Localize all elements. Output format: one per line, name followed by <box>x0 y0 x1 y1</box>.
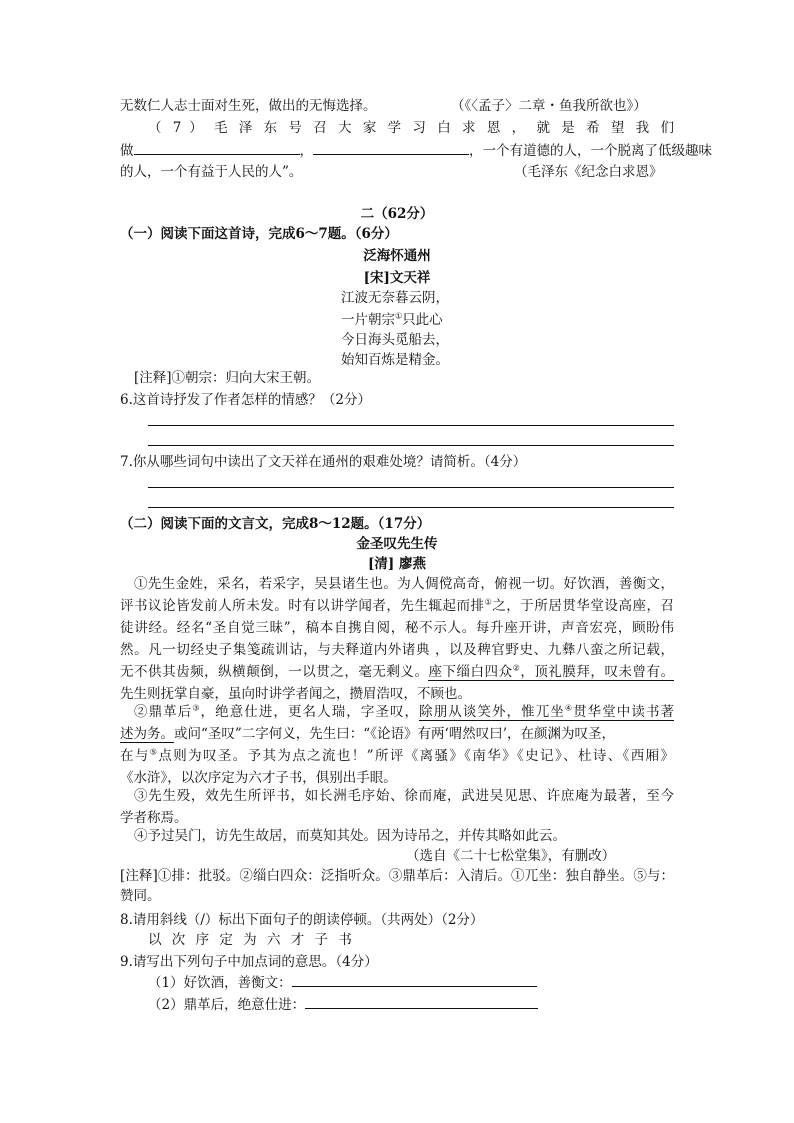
question-9-item-1 <box>148 972 537 992</box>
question-9: 9.请写出下列句子中加点词的意思。（4分） <box>120 954 378 970</box>
text: 在与 <box>120 748 150 764</box>
poem-line-3: 今日海头觅船去， <box>341 332 449 348</box>
prose-title: 金圣叹先生传 <box>356 536 438 552</box>
poem-title: 泛海怀通州 <box>363 248 431 264</box>
question-7: 7.你从哪些词句中读出了文天祥在通州的艰难处境？请简析。（4分） <box>120 454 527 470</box>
prose-p2-line4: 《水浒》，以次序定为六才子书，俱别出手眼。 <box>120 770 397 786</box>
fill-blank-1[interactable] <box>134 140 300 155</box>
note-mark: ② <box>512 663 521 673</box>
prose-p3-line1: ③先生殁，效先生所评书，如长洲毛序始、徐而庵，武进吴见思、许庶庵为最著，至今 <box>134 788 674 804</box>
note-mark: ① <box>395 311 403 321</box>
question-8: 8.请用斜线（/）标出下面句子的朗读停顿。（共两处）（2分） <box>120 912 484 928</box>
text: （2）鼎革后，绝意仕进： <box>148 997 306 1013</box>
text: ， <box>299 143 313 159</box>
note-mark: ⑤ <box>149 747 159 757</box>
text: ②鼎革后 <box>134 704 193 720</box>
prose-p3-line2: 学者称焉。 <box>120 810 188 826</box>
answer-line[interactable] <box>148 487 674 488</box>
answer-line[interactable] <box>148 507 674 508</box>
text: （《〈孟子〉二章・鱼我所欲也》） <box>451 98 647 114</box>
prose-p1-line4: 然。凡一切经史子集笺疏训诂，与夫释道内外诸典 ，以及稗官野史、九彝八蛮之所记载， <box>120 642 674 658</box>
answer-blank[interactable] <box>292 972 537 987</box>
text: （1）好饮酒，善衡文： <box>148 975 292 991</box>
prose-p1-line6: 先生则抚掌自豪，虽向时讲学者闻之，攒眉浩叹，不顾也。 <box>120 686 471 702</box>
text: 点则为叹圣。予其为点之流也！”所评《离骚》《南华》《史记》、杜诗、《西厢》 <box>158 748 675 764</box>
prose-p2-line1 <box>134 702 674 722</box>
question-7-line2 <box>120 140 712 160</box>
text: 评书议论皆发前人所未发。时有以讲学闻者，先生辄起而排 <box>120 598 485 614</box>
poem-line-1: 江波无奈暮云阴， <box>341 290 449 306</box>
section-title: 二（62分） <box>360 206 434 222</box>
text: 一片朝宗 <box>341 312 395 328</box>
prose-note-line2: 赞同。 <box>120 888 161 904</box>
text: ，绝意仕进，更名人瑞，字圣叹， <box>200 704 420 720</box>
question-7-line1: （ 7 ） 毛 泽 东 号 召 大 家 学 习 白 求 恩 ， 就 是 希 望 我 们 <box>148 120 674 136</box>
prose-p1-line1: ①先生金姓，采名，若采字，吴县诸生也。为人倜傥高奇，俯视一切。好饮酒，善衡文， <box>134 576 674 592</box>
text: 或问“圣叹”二字何义，先生曰：“《论语》有两‘喟然叹曰’，在颜渊为叹圣， <box>174 726 616 742</box>
prose-p2-line3 <box>120 746 674 766</box>
text: 除朋从谈笑外，惟兀坐 <box>419 704 565 720</box>
prose-author: [清] 廖燕 <box>368 556 426 572</box>
answer-line[interactable] <box>148 445 674 446</box>
text: 无不供其齿频，纵横颠倒，一以贯之，毫无剩义。 <box>120 664 429 680</box>
text: ，一个有道德的人，一个脱离了低级趣味 <box>469 143 712 159</box>
note-mark: ④ <box>564 703 574 713</box>
poem-author: [宋]文天祥 <box>363 270 431 286</box>
prose-p1-line5 <box>120 662 674 682</box>
prose-p1-line2 <box>120 596 674 616</box>
text: 做 <box>120 143 134 159</box>
question-8-sentence: 以 次 序 定 为 六 才 子 书 <box>148 932 352 948</box>
prose-note-line1: [注释]①排：批驳。②缁白四众：泛指听众。③鼎革后：入清后。①兀坐：独自静坐。⑤与： <box>120 868 674 884</box>
text: 贯华堂中读书著 <box>573 704 675 720</box>
fill-blank-2[interactable] <box>313 140 469 155</box>
question-7-line3: 的人，一个有益于人民的人”。 <box>120 164 303 180</box>
prose-p4: ④予过吴门，访先生故居，而莫知其处。因为诗吊之，并传其略如此云。 <box>134 828 566 844</box>
answer-line[interactable] <box>148 425 674 426</box>
subsection-2-heading: （二）阅读下面的文言文，完成8～12题。（17分） <box>120 516 431 532</box>
text: 之，于所居贯华堂设高座，召 <box>492 598 675 614</box>
poem-note: [注释]①朝宗：归向大宋王朝。 <box>134 370 321 386</box>
underlined-sentence <box>428 664 674 681</box>
text: ，顶礼膜拜，叹未曾有。 <box>520 664 675 680</box>
prose-p2-line2 <box>120 724 674 744</box>
text: 座下缁白四众 <box>428 664 513 680</box>
source-bethune: （毛泽东《纪念白求恩》 <box>514 164 663 180</box>
answer-line-1 <box>120 96 377 116</box>
note-mark: ① <box>484 597 493 607</box>
text: 只此心 <box>402 312 443 328</box>
poem-line-4: 始知百炼是精金。 <box>341 352 449 368</box>
underlined-sentence: 述为务。 <box>120 726 174 742</box>
source-mencius <box>451 96 647 116</box>
question-6: 6.这首诗抒发了作者怎样的情感？（2分） <box>120 392 371 408</box>
underlined-sentence <box>419 704 674 721</box>
note-mark: ③ <box>192 703 201 713</box>
answer-blank[interactable] <box>305 994 538 1009</box>
question-9-item-2 <box>148 994 538 1014</box>
prose-p1-line3: 徒讲经。经名“圣自觉三昧”，稿本自携自阅，秘不示人。每升座开讲，声音宏亮，顾盼伟 <box>120 620 674 636</box>
subsection-1-heading: （一）阅读下面这首诗，完成6～7题。（6分） <box>120 226 398 242</box>
poem-line-2 <box>341 310 443 330</box>
prose-source: （选自《二十七松堂集》，有删改） <box>406 848 616 864</box>
text: 无数仁人志士面对生死，做出的无悔选择。 <box>120 98 377 114</box>
